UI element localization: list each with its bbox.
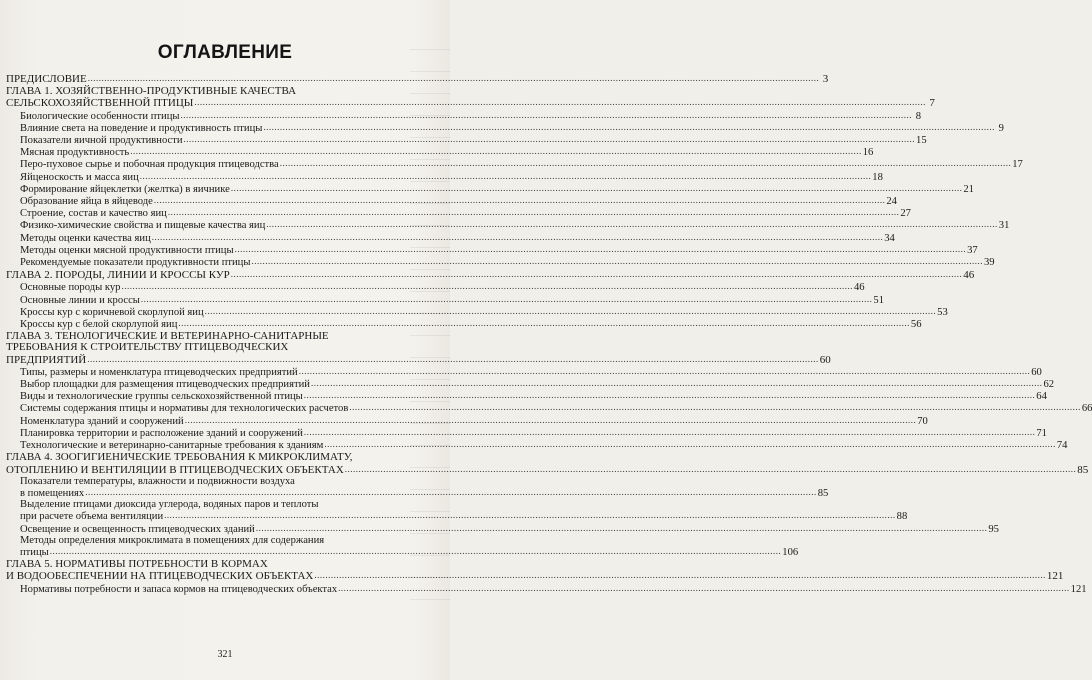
toc-section xyxy=(20,499,404,510)
toc-entry-title: Физико-химические свойства и пищевые качества яиц xyxy=(20,220,266,232)
toc-entry-title: Типы, размеры и номенклатура птицеводческих предприятий xyxy=(20,366,298,378)
toc-page-number: 34 xyxy=(884,232,895,244)
table-of-contents xyxy=(6,73,1092,595)
toc-page-number: 46 xyxy=(853,282,865,294)
toc-page-number: 3 xyxy=(822,73,829,85)
toc-entry-title: птицы xyxy=(20,546,49,558)
toc-section xyxy=(20,243,978,256)
leader-dots: .......................................................................................................................................................................................................................................................................... xyxy=(255,522,988,533)
toc-page-number: 7 xyxy=(929,97,935,110)
toc-page-number: 31 xyxy=(998,220,1010,232)
toc-page-number: 121 xyxy=(1046,570,1064,583)
toc-section-cont xyxy=(20,545,799,558)
toc-page-number: 18 xyxy=(872,171,883,183)
toc-section-cont xyxy=(20,486,829,499)
toc-chapter-4 xyxy=(6,452,404,463)
toc-page-number: 70 xyxy=(917,415,928,427)
toc-chapter-5 xyxy=(6,559,404,570)
toc-chapter-5-cont xyxy=(6,570,1064,583)
toc-section xyxy=(20,535,404,546)
toc-section xyxy=(20,582,1087,595)
toc-entry-title: Основные породы кур xyxy=(20,282,121,294)
leader-dots: .......................................................................................................................................................................................................................................................................... xyxy=(49,545,782,556)
toc-entry-title: Нормативы потребности и запаса кормов на птицеводческих объектах xyxy=(20,583,338,595)
leader-dots: .......................................................................................................................................................................................................................................................................... xyxy=(266,219,998,230)
leader-dots: .......................................................................................................................................................................................................................................................................... xyxy=(349,402,1081,413)
leader-dots: .......................................................................................................................................................................................................................................................................... xyxy=(194,97,926,108)
toc-entry-title: Образование яйца в яйцеводе xyxy=(20,196,153,208)
toc-page-number: 15 xyxy=(916,135,927,147)
toc-chapter-1-cont xyxy=(6,97,935,110)
toc-entry-title: ГЛАВА 1. ХОЗЯЙСТВЕННО-ПРОДУКТИВНЫЕ КАЧЕСТВА xyxy=(6,85,297,98)
toc-page-number: 88 xyxy=(896,511,908,523)
toc-entry-title: Освещение и освещенность птицеводческих зданий xyxy=(20,523,255,535)
leader-dots: .......................................................................................................................................................................................................................................................................... xyxy=(87,73,820,83)
toc-section xyxy=(20,182,974,195)
toc-page-number: 71 xyxy=(1036,427,1047,439)
toc-entry-title: ТРЕБОВАНИЯ К СТРОИТЕЛЬСТВУ ПТИЦЕВОДЧЕСКИХ xyxy=(6,341,289,354)
leader-dots: .......................................................................................................................................................................................................................................................................... xyxy=(151,231,884,242)
toc-page-number: 74 xyxy=(1056,440,1068,452)
toc-section-cont xyxy=(20,510,908,523)
toc-page-number: 62 xyxy=(1043,379,1055,391)
toc-section xyxy=(20,109,921,122)
leader-dots: .......................................................................................................................................................................................................................................................................... xyxy=(87,353,819,364)
toc-section xyxy=(20,170,883,183)
page-title: ОГЛАВЛЕНИЕ xyxy=(157,42,293,63)
toc-page-number: 8 xyxy=(915,110,921,122)
toc-page-number: 24 xyxy=(886,196,897,208)
leader-dots: .......................................................................................................................................................................................................................................................................... xyxy=(139,170,872,181)
toc-section xyxy=(20,281,865,294)
toc-section xyxy=(20,231,895,244)
toc-section xyxy=(20,195,897,208)
toc-section xyxy=(20,365,1042,378)
toc-page-number: 51 xyxy=(873,294,885,306)
toc-entry-title: Методы оценки качества яиц xyxy=(20,232,151,244)
leader-dots: .......................................................................................................................................................................................................................................................................... xyxy=(263,121,995,132)
toc-page-number: 21 xyxy=(963,183,974,195)
toc-page-number: 39 xyxy=(983,257,995,269)
toc-entry-title: Кроссы кур с коричневой скорлупой яиц xyxy=(20,306,204,318)
toc-section xyxy=(20,476,404,487)
toc-entry-title: Показатели температуры, влажности и подвижности воздуха xyxy=(20,475,295,487)
toc-section xyxy=(20,305,948,318)
leader-dots: .......................................................................................................................................................................................................................................................................... xyxy=(167,207,900,218)
toc-entry-title: ОТОПЛЕНИЮ И ВЕНТИЛЯЦИИ В ПТИЦЕВОДЧЕСКИХ ОБЪЕКТАХ xyxy=(6,463,344,476)
leader-dots: .......................................................................................................................................................................................................................................................................... xyxy=(121,281,853,292)
toc-entry-title: ГЛАВА 3. ТЕНОЛОГИЧЕСКИЕ И ВЕТЕРИНАРНО-САНИТАРНЫЕ xyxy=(6,330,329,343)
toc-entry-title: Виды и технологические группы сельскохозяйственной птицы xyxy=(20,391,303,403)
toc-entry-title: ПРЕДПРИЯТИЙ xyxy=(6,353,87,366)
leader-dots: .......................................................................................................................................................................................................................................................................... xyxy=(230,269,963,280)
toc-entry-preface xyxy=(6,73,829,85)
toc-entry-title: ГЛАВА 2. ПОРОДЫ, ЛИНИИ И КРОССЫ КУР xyxy=(6,269,230,282)
toc-entry-title: ГЛАВА 5. НОРМАТИВЫ ПОТРЕБНОСТИ В КОРМАХ xyxy=(6,558,268,571)
leader-dots: .......................................................................................................................................................................................................................................................................... xyxy=(344,463,1077,474)
toc-section xyxy=(20,158,1023,171)
toc-section xyxy=(20,256,995,269)
toc-entry-title: при расчете объема вентиляции xyxy=(20,511,164,523)
toc-page-number: 60 xyxy=(1031,366,1042,378)
toc-entry-title: Планировка территории и расположение зданий и сооружений xyxy=(20,427,303,439)
toc-section xyxy=(20,439,1068,452)
toc-page-number: 85 xyxy=(1077,463,1089,476)
leader-dots: .......................................................................................................................................................................................................................................................................... xyxy=(338,582,1070,593)
toc-page-number: 27 xyxy=(900,208,911,220)
leader-dots: .......................................................................................................................................................................................................................................................................... xyxy=(130,146,862,157)
leader-dots: .......................................................................................................................................................................................................................................................................... xyxy=(298,365,1031,376)
toc-entry-title: Яйценоскость и масса яиц xyxy=(20,171,139,183)
leader-dots: .......................................................................................................................................................................................................................................................................... xyxy=(85,486,817,497)
toc-section xyxy=(20,378,1055,391)
toc-entry-title: Технологические и ветеринарно-санитарные требования к зданиям xyxy=(20,440,324,452)
toc-entry-title: Выбор площадки для размещения птицеводческих предприятий xyxy=(20,379,310,391)
leader-dots: .......................................................................................................................................................................................................................................................................... xyxy=(140,293,873,304)
toc-section xyxy=(20,146,874,159)
toc-page-number: 17 xyxy=(1012,159,1023,171)
leader-dots: .......................................................................................................................................................................................................................................................................... xyxy=(234,243,967,254)
leader-dots: .......................................................................................................................................................................................................................................................................... xyxy=(324,439,1056,450)
toc-section xyxy=(20,390,1047,403)
toc-chapter-3-cont xyxy=(6,342,404,353)
toc-section xyxy=(20,426,1047,439)
toc-entry-title: Номенклатура зданий и сооружений xyxy=(20,415,184,427)
toc-page-number: 46 xyxy=(963,269,975,282)
toc-chapter-4-cont xyxy=(6,463,1089,476)
toc-page-number: 9 xyxy=(998,122,1004,134)
leader-dots: .......................................................................................................................................................................................................................................................................... xyxy=(204,305,937,316)
leader-dots: .......................................................................................................................................................................................................................................................................... xyxy=(310,378,1043,389)
toc-entry-title: СЕЛЬСКОХОЗЯЙСТВЕННОЙ ПТИЦЫ xyxy=(6,97,194,110)
toc-entry-title: Мясная продуктивность xyxy=(20,147,130,159)
toc-chapter-2 xyxy=(6,269,975,282)
leader-dots: .......................................................................................................................................................................................................................................................................... xyxy=(153,195,886,206)
toc-page-number: 106 xyxy=(782,546,799,558)
leader-dots: .......................................................................................................................................................................................................................................................................... xyxy=(279,158,1012,169)
leader-dots: .......................................................................................................................................................................................................................................................................... xyxy=(178,318,910,329)
toc-page-number: 56 xyxy=(910,319,922,331)
toc-entry-title: в помещениях xyxy=(20,487,85,499)
toc-entry-title: И ВОДООБЕСПЕЧЕНИИ НА ПТИЦЕВОДЧЕСКИХ ОБЪЕКТАХ xyxy=(6,570,314,583)
leader-dots: .......................................................................................................................................................................................................................................................................... xyxy=(303,390,1036,401)
toc-section xyxy=(20,134,927,147)
toc-page-number: 85 xyxy=(817,487,829,499)
toc-entry-title: Показатели яичной продуктивности xyxy=(20,135,183,147)
toc-entry-title: Основные линии и кроссы xyxy=(20,294,140,306)
page-number: 321 xyxy=(217,649,233,660)
toc-entry-title: Методы определения микроклимата в помещениях для содержания xyxy=(20,534,325,546)
toc-entry-title: Кроссы кур с белой скорлупой яиц xyxy=(20,319,178,331)
toc-entry-title: Рекомендуемые показатели продуктивности птицы xyxy=(20,257,251,269)
toc-page-number: 53 xyxy=(937,306,948,318)
toc-section xyxy=(20,293,885,306)
toc-entry-title: ГЛАВА 4. ЗООГИГИЕНИЧЕСКИЕ ТРЕБОВАНИЯ К МИКРОКЛИМАТУ, xyxy=(6,451,353,464)
toc-chapter-3-cont xyxy=(6,353,831,366)
toc-entry-title: Биологические особенности птицы xyxy=(20,110,180,122)
toc-section xyxy=(20,522,999,535)
toc-page-number: 66 xyxy=(1081,403,1092,415)
leader-dots: .......................................................................................................................................................................................................................................................................... xyxy=(180,109,912,120)
toc-entry-title: Строение, состав и качество яиц xyxy=(20,208,167,220)
toc-entry-title: Формирование яйцеклетки (желтка) в яичнике xyxy=(20,183,230,195)
leader-dots: .......................................................................................................................................................................................................................................................................... xyxy=(164,510,896,521)
toc-entry-title: Выделение птицами диоксида углерода, водяных паров и теплоты xyxy=(20,499,319,511)
toc-page-number: 37 xyxy=(967,244,978,256)
toc-section xyxy=(20,219,1010,232)
toc-entry-title: Системы содержания птицы и нормативы для технологических расчетов xyxy=(20,403,349,415)
toc-section xyxy=(20,318,922,331)
toc-page-number: 16 xyxy=(862,147,874,159)
toc-section xyxy=(20,402,1092,415)
toc-section xyxy=(20,414,928,427)
toc-entry-title: Влияние света на поведение и продуктивность птицы xyxy=(20,122,263,134)
toc-section xyxy=(20,121,1004,134)
toc-page-number: 121 xyxy=(1070,583,1087,595)
leader-dots: .......................................................................................................................................................................................................................................................................... xyxy=(230,182,963,193)
toc-page-number: 95 xyxy=(988,523,999,535)
toc-page-number: 60 xyxy=(819,353,831,366)
toc-section xyxy=(20,207,911,220)
leader-dots: .......................................................................................................................................................................................................................................................................... xyxy=(184,414,917,425)
leader-dots: .......................................................................................................................................................................................................................................................................... xyxy=(251,256,983,267)
toc-entry-title: Методы оценки мясной продуктивности птицы xyxy=(20,244,234,256)
toc-entry-title: ПРЕДИСЛОВИЕ xyxy=(6,73,87,85)
toc-chapter-1 xyxy=(6,86,404,97)
toc-entry-title: Перо-пуховое сырье и побочная продукция птицеводства xyxy=(20,159,279,171)
leader-dots: .......................................................................................................................................................................................................................................................................... xyxy=(314,570,1046,581)
leader-dots: .......................................................................................................................................................................................................................................................................... xyxy=(183,134,916,145)
leader-dots: .......................................................................................................................................................................................................................................................................... xyxy=(303,426,1036,437)
toc-page-number: 64 xyxy=(1036,391,1047,403)
